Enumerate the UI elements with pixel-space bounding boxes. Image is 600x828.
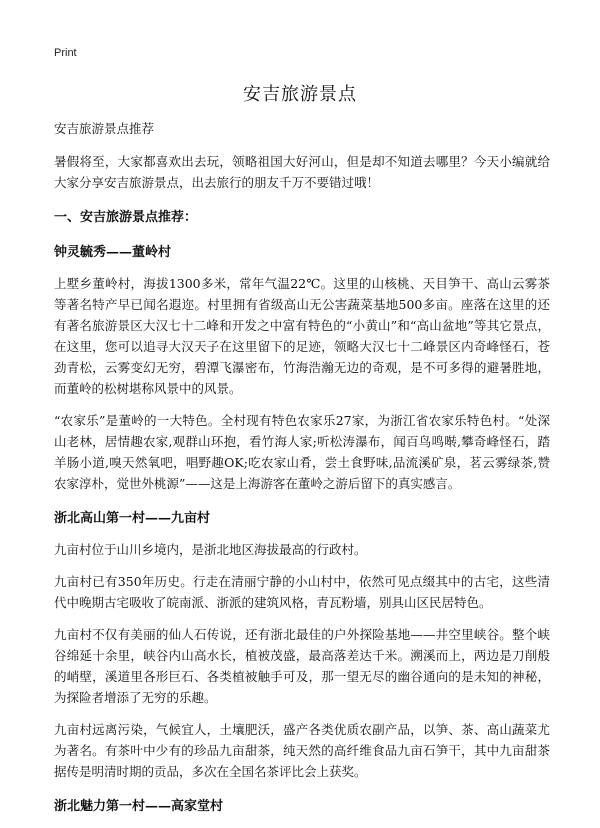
page-title: 安吉旅游景点 <box>243 84 357 105</box>
intro-paragraph: 暑假将至，大家都喜欢出去玩，领略祖国大好河山，但是却不知道去哪里？今天小编就给大家分享安吉旅游景点，出去旅行的朋友千万不要错过哦！ <box>54 154 550 190</box>
section-heading-dongling: 钟灵毓秀——董岭村 <box>54 245 172 260</box>
section-heading-gaojiatang: 浙北魅力第一村——高家堂村 <box>54 799 224 814</box>
paragraph: 上墅乡董岭村，海拔1300多米，常年气温22℃。这里的山核桃、天目笋干、高山云雾茶等著名特产早已闻名遐迩。村里拥有省级高山无公害蔬菜基地500多亩。座落在这里的还有著名旅游景区大汉七十二峰和开发之中富有特色的“小黄山”和“高山盆地”等其它景点，在这里，您可以追寻大汉天子在这里留下的足迹，领略大汉七十二峰景区内奇峰怪石，苍劲青松，云雾变幻无穷，碧潭飞瀑密布，竹海浩瀚无边的奇观，是不可多得的避暑胜地，而董岭的松树堪称风景中的风景。 <box>54 276 550 396</box>
paragraph: 九亩村位于山川乡境内，是浙北地区海拔最高的行政村。 <box>54 542 367 557</box>
paragraph: 九亩村远离污染，气候宜人，土壤肥沃，盛产各类优质农副产品，以笋、茶、高山蔬菜尤为著名。有茶叶中少有的珍品九亩甜茶，纯天然的高纤维食品九亩石笋干，其中九亩甜茶据传是明清时期的贡品，多次在全国名茶评比会上获奖。 <box>54 722 550 779</box>
print-label[interactable]: Print <box>54 47 77 59</box>
article-subtitle: 安吉旅游景点推荐 <box>54 121 155 136</box>
article-body <box>54 118 550 827</box>
paragraph: “农家乐”是董岭的一大特色。全村现有特色农家乐27家，为浙江省农家乐特色村。“处深山老林，居情趣农家,观群山环抱，看竹海人家;听松涛瀑布，闻百鸟鸣啭,攀奇峰怪石，踏羊肠小道,嗅天然氧吧，唱野趣OK;吃农家山肴，尝土食野味,品流溪矿泉，茗云雾绿茶,赞农家淳朴，觉世外桃源”——这是上海游客在董岭之游后留下的真实感言。 <box>54 413 550 491</box>
section-heading-jiumu: 浙北高山第一村——九亩村 <box>54 511 211 526</box>
section-heading: 一、安吉旅游景点推荐： <box>54 210 198 225</box>
paragraph: 九亩村已有350年历史。行走在清丽宁静的小山村中，依然可见点缀其中的古宅，这些清代中晚期古宅吸收了皖南派、浙派的建筑风格，青瓦粉墙，别具山区民居特色。 <box>54 574 550 610</box>
paragraph: 九亩村不仅有美丽的仙人石传说，还有浙北最佳的户外探险基地——井空里峡谷。整个峡谷绵延十余里，峡谷内山高水长，植被茂盛，最高落差达千米。溯溪而上，两边是刀削般的峭壁，溪道里各形巨石、各类植被触手可及，那一望无尽的幽谷通向的是未知的神秘，为探险者增添了无穷的乐趣。 <box>54 627 550 705</box>
